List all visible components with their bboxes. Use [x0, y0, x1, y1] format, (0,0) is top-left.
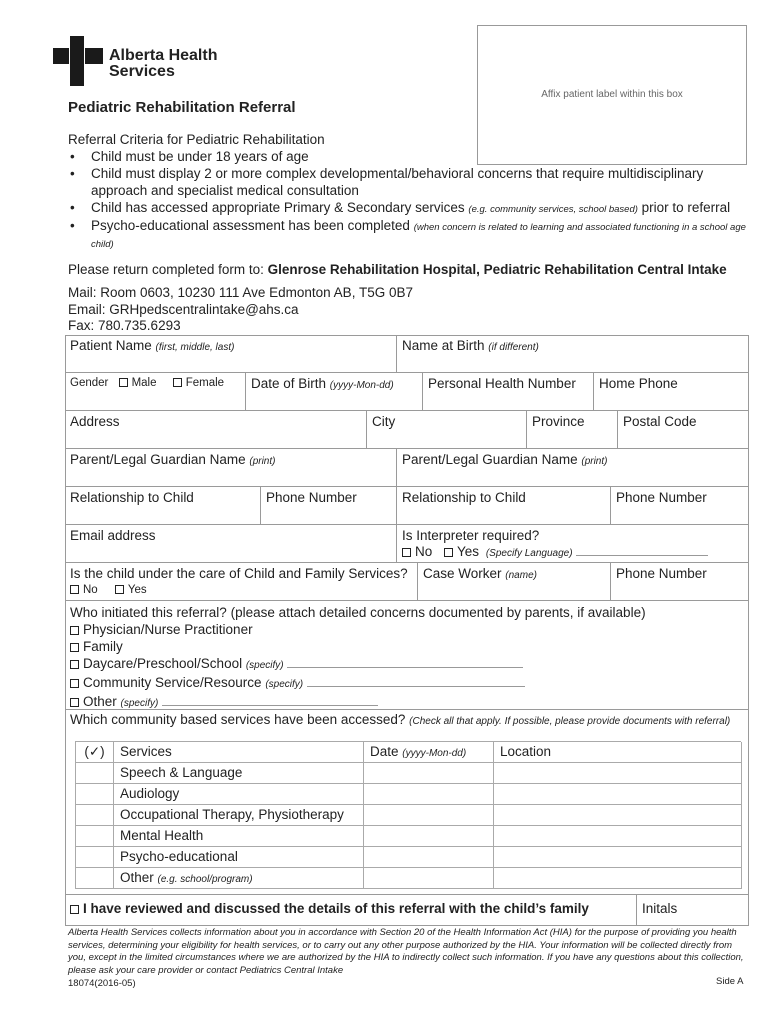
service-row: Mental Health: [76, 826, 742, 847]
org-name-line1: Alberta Health: [109, 47, 218, 64]
services-column-header: Services: [114, 742, 364, 763]
city-field[interactable]: City: [367, 411, 527, 449]
org-name-line2: Services: [109, 63, 175, 80]
initials-field[interactable]: Initals: [637, 895, 749, 926]
service-date[interactable]: [364, 847, 494, 868]
contact-info: [68, 285, 413, 335]
fax-number: Fax: 780.735.6293: [68, 318, 181, 333]
check-column-header: (✓): [76, 742, 114, 763]
service-date[interactable]: [364, 868, 494, 889]
case-worker-field[interactable]: Case Worker (name): [418, 563, 611, 601]
phn-field[interactable]: Personal Health Number: [423, 373, 594, 411]
email-field[interactable]: Email address: [65, 525, 397, 563]
name-at-birth-field[interactable]: Name at Birth (if different): [397, 335, 749, 373]
relationship1-field[interactable]: Relationship to Child: [65, 487, 261, 525]
ahs-logo-icon: [53, 36, 103, 86]
patient-name-field[interactable]: Patient Name (first, middle, last): [65, 335, 397, 373]
cfs-field: Is the child under the care of Child and Family Services? No Yes: [65, 563, 418, 601]
referral-initiator-section: Who initiated this referral? (please attach detailed concerns documented by parents, if available) Physician/Nurse Practitioner Family Daycare/Preschool/School (specify) Community Service/Resource (specify) Other (specify): [65, 601, 749, 710]
cfs-yes-checkbox[interactable]: [115, 585, 124, 594]
initiator-option[interactable]: Physician/Nurse Practitioner: [70, 621, 743, 638]
interpreter-yes-checkbox[interactable]: [444, 548, 453, 557]
service-location[interactable]: [494, 805, 742, 826]
return-instructions: Please return completed form to: Glenrose Rehabilitation Hospital, Pediatric Rehabilitation Central Intake: [68, 262, 727, 277]
postal-code-field[interactable]: Postal Code: [618, 411, 749, 449]
side-label: Side A: [716, 976, 744, 987]
services-table: [75, 741, 741, 889]
service-date[interactable]: [364, 784, 494, 805]
phone3-field[interactable]: Phone Number: [611, 563, 749, 601]
service-row: Occupational Therapy, Physiotherapy: [76, 805, 742, 826]
criteria-heading: Referral Criteria for Pediatric Rehabilitation: [68, 132, 325, 147]
referral-form: [65, 335, 749, 926]
service-location[interactable]: [494, 784, 742, 805]
relationship2-field[interactable]: Relationship to Child: [397, 487, 611, 525]
service-check[interactable]: [76, 868, 114, 889]
interpreter-field: Is Interpreter required? No Yes (Specify Language): [397, 525, 749, 563]
privacy-notice: Alberta Health Services collects information about you in accordance with Section 20 of the Health Information Act (HIA) for the purpose of providing you health services, determining your eligibility for health services, or to carry out any other purpose authorized by the HIA. Your information will be collected directly from you, except in the limited circumstances where we are authorized by the HIA to indirectly collect such information. If you have any questions about this collection, please ask your care provider or contact Pediatrics Central Intake: [68, 927, 744, 976]
service-location[interactable]: [494, 826, 742, 847]
service-check[interactable]: [76, 847, 114, 868]
service-location[interactable]: [494, 868, 742, 889]
label-box-text: Affix patient label within this box: [541, 89, 683, 100]
home-phone-field[interactable]: Home Phone: [594, 373, 749, 411]
page-title: Pediatric Rehabilitation Referral: [68, 99, 296, 116]
services-section: Which community based services have been accessed? (Check all that apply. If possible, please provide documents with referral): [65, 710, 749, 895]
service-row: Audiology: [76, 784, 742, 805]
service-row: Other (e.g. school/program): [76, 868, 742, 889]
service-date[interactable]: [364, 805, 494, 826]
org-name: [109, 48, 217, 80]
location-column-header: Location: [494, 742, 742, 763]
reviewed-checkbox[interactable]: [70, 905, 79, 914]
phone2-field[interactable]: Phone Number: [611, 487, 749, 525]
mail-address: Mail: Room 0603, 10230 111 Ave Edmonton AB, T5G 0B7: [68, 285, 413, 300]
referral-criteria: [68, 131, 748, 252]
email-address: Email: GRHpedscentralintake@ahs.ca: [68, 301, 299, 317]
service-row: Speech & Language: [76, 763, 742, 784]
male-checkbox[interactable]: [119, 378, 128, 387]
reviewed-confirmation[interactable]: I have reviewed and discussed the details of this referral with the child’s family: [65, 895, 637, 926]
dob-field[interactable]: Date of Birth (yyyy-Mon-dd): [246, 373, 423, 411]
guardian2-name-field[interactable]: Parent/Legal Guardian Name (print): [397, 449, 749, 487]
cfs-no-checkbox[interactable]: [70, 585, 79, 594]
service-location[interactable]: [494, 847, 742, 868]
service-date[interactable]: [364, 826, 494, 847]
gender-field: Gender Male Female: [65, 373, 246, 411]
service-check[interactable]: [76, 763, 114, 784]
female-checkbox[interactable]: [173, 378, 182, 387]
initiator-option[interactable]: Community Service/Resource (specify): [70, 674, 743, 693]
service-check[interactable]: [76, 784, 114, 805]
service-check[interactable]: [76, 826, 114, 847]
phone1-field[interactable]: Phone Number: [261, 487, 397, 525]
service-check[interactable]: [76, 805, 114, 826]
initiator-option[interactable]: Other (specify): [70, 693, 743, 712]
service-location[interactable]: [494, 763, 742, 784]
service-row: Psycho-educational: [76, 847, 742, 868]
criteria-item: • Child must be under 18 years of age: [68, 148, 748, 165]
date-column-header: Date (yyyy-Mon-dd): [364, 742, 494, 763]
return-destination: Glenrose Rehabilitation Hospital, Pediatric Rehabilitation Central Intake: [267, 262, 727, 277]
guardian1-name-field[interactable]: Parent/Legal Guardian Name (print): [65, 449, 397, 487]
service-date[interactable]: [364, 763, 494, 784]
criteria-item: • Child must display 2 or more complex developmental/behavioral concerns that require multidisciplinary approach and specialist medical consultation: [68, 165, 721, 199]
form-number: 18074(2016-05): [68, 978, 136, 989]
initiator-option[interactable]: Daycare/Preschool/School (specify): [70, 655, 743, 674]
interpreter-no-checkbox[interactable]: [402, 548, 411, 557]
criteria-item: • Psycho-educational assessment has been completed (when concern is related to learning and associated functioning in a school age child): [68, 218, 748, 252]
address-field[interactable]: Address: [65, 411, 367, 449]
language-input[interactable]: [576, 555, 708, 556]
province-field[interactable]: Province: [527, 411, 618, 449]
criteria-item: • Child has accessed appropriate Primary & Secondary services (e.g. community services, school based) prior to referral: [68, 199, 731, 218]
initiator-option[interactable]: Family: [70, 638, 743, 655]
